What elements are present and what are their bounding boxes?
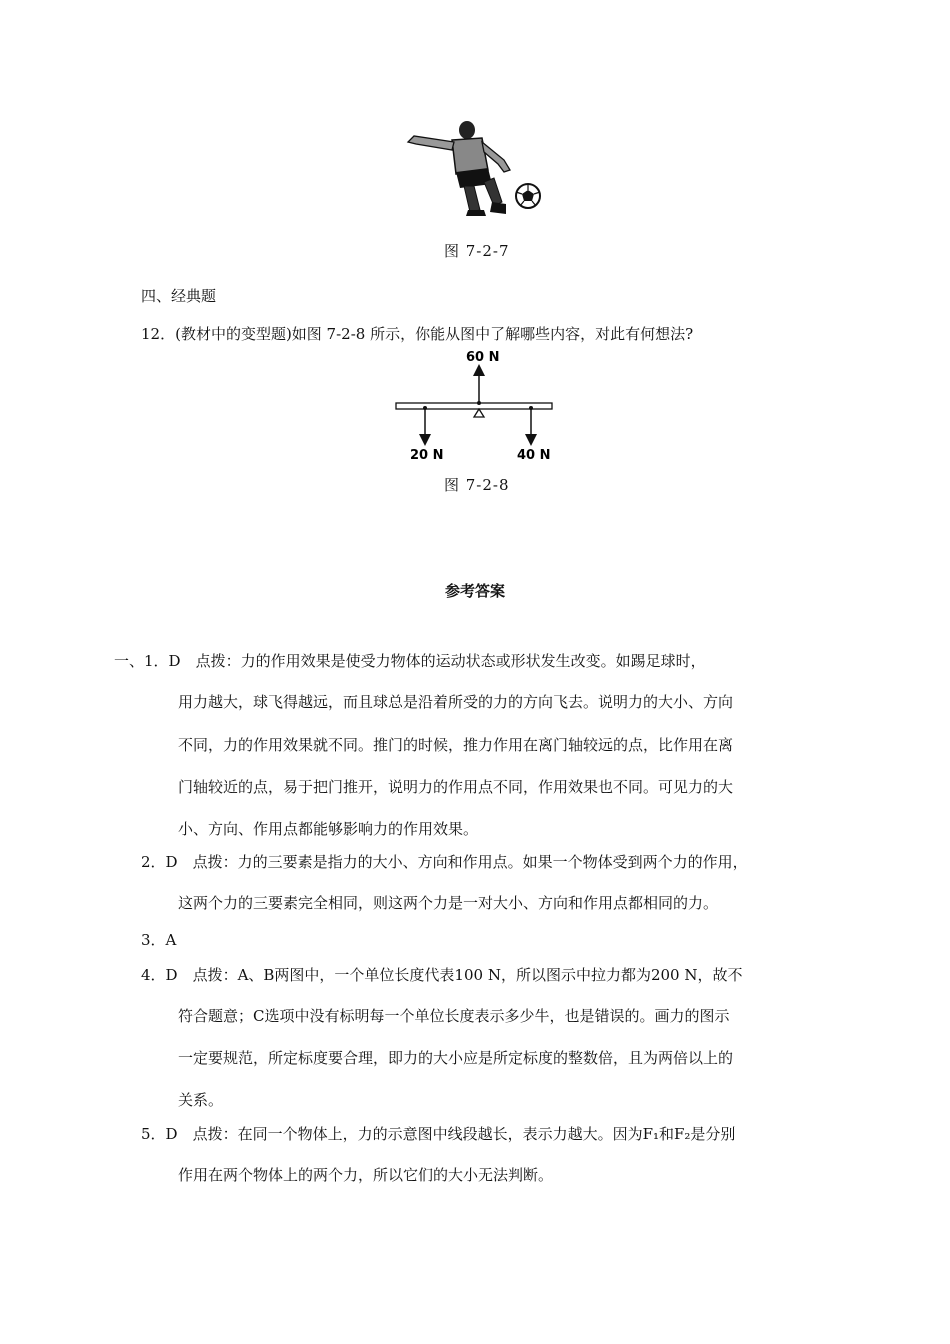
answer-1-line: 用力越大，球飞得越远，而且球总是沿着所受的力的方向飞去。说明力的大小、方向 [178,693,734,711]
soccer-player-figure [404,118,554,222]
fulcrum [474,409,484,417]
lever-force-diagram [380,346,580,466]
left-force-label: 20 N [410,448,444,463]
answer-4-line: 4．D 点拨：A、B两图中，一个单位长度代表100 N，所以图示中拉力都为200 N，故不 [141,966,743,984]
answers-title: 参考答案 [444,582,505,600]
question-12: 12．(教材中的变型题)如图 7-2-8 所示，你能从图中了解哪些内容，对此有何想法? [141,325,694,343]
up-force-label: 60 N [466,350,500,365]
answer-4-line: 关系。 [178,1091,224,1109]
answer-5-line: 5．D 点拨：在同一个物体上，力的示意图中线段越长，表示力越大。因为F₁和F₂是分别 [141,1125,736,1143]
right-force-label: 40 N [517,448,551,463]
figure-7-2-8-caption: 图 7-2-8 [444,476,510,494]
answer-2-line: 2．D 点拨：力的三要素是指力的大小、方向和作用点。如果一个物体受到两个力的作用， [141,853,748,871]
answer-2-line: 这两个力的三要素完全相同，则这两个力是一对大小、方向和作用点都相同的力。 [178,894,719,912]
answer-5-line: 作用在两个物体上的两个力，所以它们的大小无法判断。 [178,1166,554,1184]
answer-3-line: 3．A [141,931,177,949]
answer-1-line: 不同，力的作用效果就不同。推门的时候，推力作用在离门轴较远的点，比作用在离 [178,736,734,754]
lever-bar [396,403,552,409]
figure-7-2-7-caption: 图 7-2-7 [444,242,510,260]
answer-4-line: 符合题意；C选项中没有标明每一个单位长度表示多少牛，也是错误的。画力的图示 [178,1007,730,1025]
answer-4-line: 一定要规范，所定标度要合理，即力的大小应是所定标度的整数倍，且为两倍以上的 [178,1049,734,1067]
answer-1-line: 门轴较近的点，易于把门推开，说明力的作用点不同，作用效果也不同。可见力的大 [178,778,734,796]
answer-1-line: 小、方向、作用点都能够影响力的作用效果。 [178,820,479,838]
answer-1-line: 一、1．D 点拨：力的作用效果是使受力物体的运动状态或形状发生改变。如踢足球时， [114,652,706,670]
section-title: 四、经典题 [141,287,217,305]
